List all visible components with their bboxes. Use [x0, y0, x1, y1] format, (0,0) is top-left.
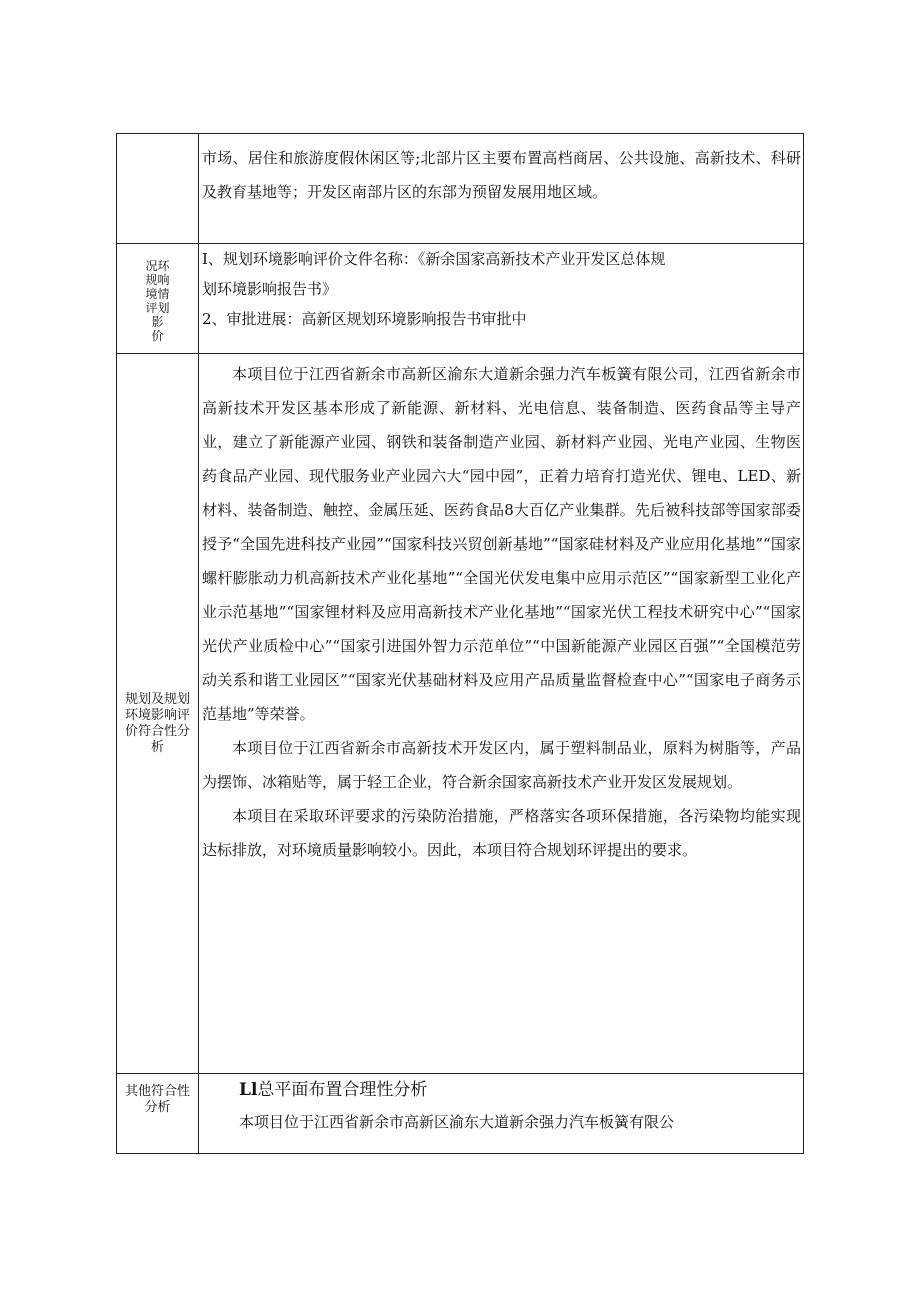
section-title: 总平面布置合理性分析: [257, 1080, 428, 1100]
label-line: 况环: [145, 259, 170, 273]
layout-analysis-text: 本项目位于江西省新余市高新区渝东大道新余强力汽车板簧有限公: [239, 1113, 675, 1131]
label-line: 影: [151, 315, 164, 329]
row-content: [199, 134, 803, 243]
row-label-other: [117, 1074, 199, 1153]
analysis-table: [116, 133, 804, 1154]
row-label-planning-eia: [117, 244, 199, 353]
eia-file-name-cont: 划环境影响报告书》: [202, 280, 338, 298]
table-row-planning-eia: [117, 243, 803, 353]
label-text: 规划及规划环境影响评价符合性分析: [124, 691, 190, 755]
row-content: [199, 244, 803, 353]
eia-approval-progress: 2、审批进展：高新区规划环境影响报告书审批中: [202, 310, 527, 328]
paragraph-conclusion: 本项目在采取环评要求的污染防治措施，严格落实各项环保措施，各污染物均能实现达标排放，对环境质量影响较小。因此，本项目符合规划环评提出的要求。: [202, 807, 801, 859]
section-heading: [239, 1074, 801, 1106]
layout-text: 市场、居住和旅游度假休闲区等;北部片区主要布置高档商居、公共设施、高新技术、科研及教育基地等；开发区南部片区的东部为预留发展用地区域。: [202, 149, 801, 201]
table-row-other-compliance: [117, 1073, 803, 1153]
row-label-empty: [117, 134, 199, 243]
paragraph-park-overview: 本项目位于江西省新余市高新区渝东大道新余强力汽车板簧有限公司，江西省新余市高新技术开发区基本形成了新能源、新材料、光电信息、装备制造、医药食品等主导产业，建立了新能源产业园、钢铁和装备制造产业园、新材料产业园、光电产业园、生物医药食品产业园、现代服务业产业园六大“园中园”，正着力培育打造光伏、锂电、LED、新材料、装备制造、触控、金属压延、医药食品8大百亿产业集群。先后被科技部等国家部委授予“全国先进科技产业园”“国家科技兴贸创新基地”“国家硅材料及产业应用化基地”“国家螺杆膨胀动力机高新技术产业化基地”“全国光伏发电集中应用示范区”“国家新型工业化产业示范基地”“国家锂材料及应用高新技术产业化基地”“国家光伏工程技术研究中心”“国家光伏产业质检中心”“国家引进国外智力示范单位”“中国新能源产业园区百强”“全国模范劳动关系和谐工业园区”“国家光伏基础材料及应用产品质量监督检查中心”“国家电子商务示范基地”等荣誉。: [202, 365, 801, 723]
label-line: 境情: [145, 287, 170, 301]
row-content: [199, 1074, 803, 1153]
eia-file-name: I、规划环境影响评价文件名称：《新余国家高新技术产业开发区总体规: [202, 250, 666, 268]
label-line: 评划: [145, 301, 170, 315]
paragraph-industry: 本项目位于江西省新余市高新技术开发区内，属于塑料制品业，原料为树脂等，产品为摆饰、冰箱贴等，属于轻工企业，符合新余国家高新技术产业开发区发展规划。: [202, 739, 801, 791]
row-content: [199, 354, 803, 1073]
table-row-compliance: [117, 353, 803, 1073]
table-row-planning-layout: [117, 134, 803, 243]
label-line: 规响: [145, 273, 170, 287]
label-text: 其他符合性分析: [124, 1084, 190, 1115]
row-label-compliance: [117, 354, 199, 1073]
label-line: 价: [151, 329, 164, 343]
section-number: Ll: [239, 1080, 258, 1100]
